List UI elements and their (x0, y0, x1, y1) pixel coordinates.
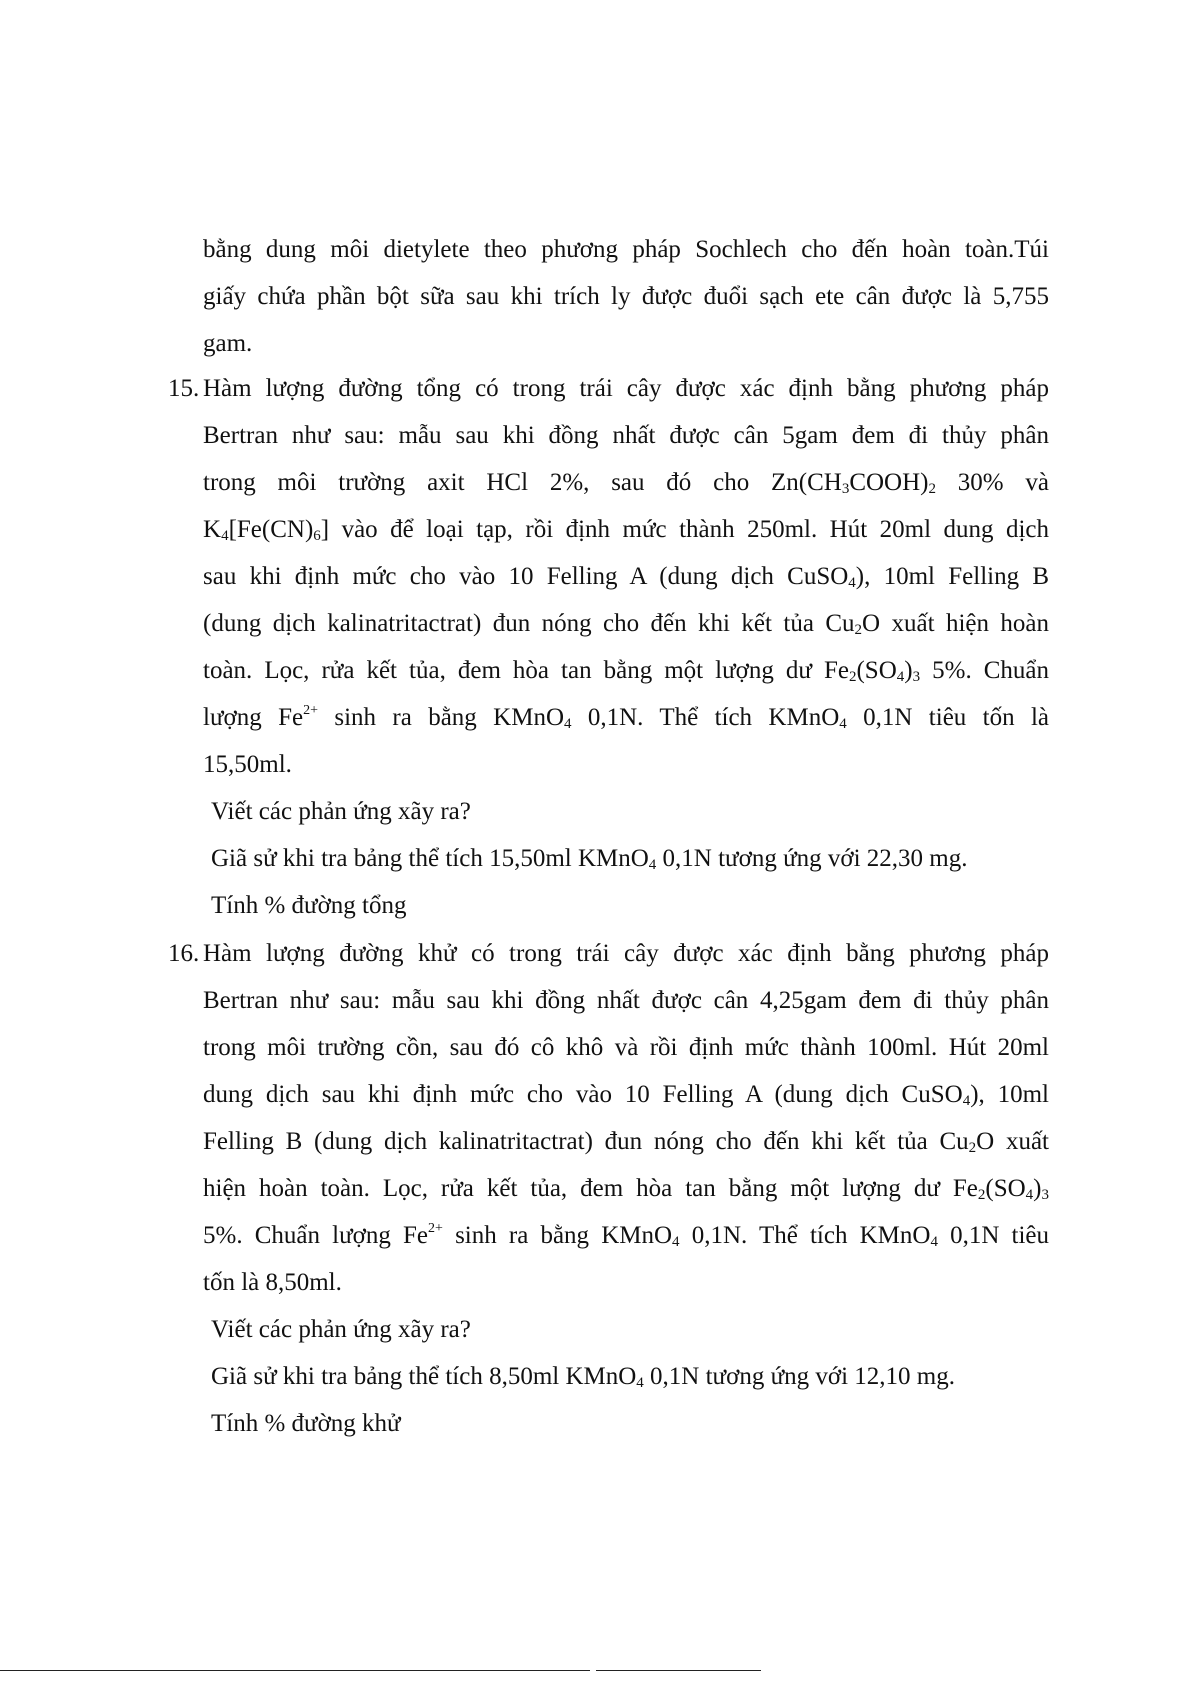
text-line: hiện hoàn toàn. Lọc, rửa kết tủa, đem hòa tan bằng một lượng dư $Fe_2(SO_4)_3$ (203, 1175, 1049, 1203)
text-line: bằng dung môi dietylete theo phương pháp Sochlech cho đến hoàn toàn.Túi (203, 236, 1049, 263)
text-line: giấy chứa phần bột sữa sau khi trích ly được đuổi sạch ete cân được là 5,755 (203, 283, 1049, 310)
continuation-paragraph (203, 226, 1049, 367)
footer-rule-dashed (596, 1670, 761, 1671)
text-line: toàn. Lọc, rửa kết tủa, đem hòa tan bằng một lượng dư $Fe_2(SO_4)_3$ 5%. Chuẩn (203, 657, 1049, 685)
exercise-number: 15. (168, 375, 200, 402)
text-line: Hàm lượng đường khử có trong trái cây được xác định bằng phương pháp (203, 940, 1049, 967)
text-line: Bertran như sau: mẫu sau khi đồng nhất được cân 4,25gam đem đi thủy phân (203, 987, 1049, 1014)
text-line: gam. (203, 330, 253, 357)
text-line: $K_4[Fe(CN)_6]$ vào để loại tạp, rồi định mức thành 250ml. Hút 20ml dung dịch (203, 516, 1049, 544)
text-line: lượng $Fe^{2+}$ sinh ra bằng KMnO$_4$ 0,1N. Thể tích KMnO$_4$ 0,1N tiêu tốn là (203, 703, 1049, 732)
text-line: 5%. Chuẩn lượng $Fe^{2+}$ sinh ra bằng KMnO$_4$ 0,1N. Thể tích KMnO$_4$ 0,1N tiêu (203, 1221, 1049, 1250)
question-line: Viết các phản ứng xãy ra? (211, 1316, 471, 1343)
text-line: tốn là 8,50ml. (203, 1269, 342, 1296)
text-line: trong môi trường cồn, sau đó cô khô và rồi định mức thành 100ml. Hút 20ml (203, 1034, 1049, 1061)
question-line: Giã sử khi tra bảng thể tích 15,50ml KMnO$_4$ 0,1N tương ứng với 22,30 mg. (211, 845, 968, 873)
text-line: sau khi định mức cho vào 10 Felling A (dung dịch CuSO$_4$), 10ml Felling B (203, 563, 1049, 591)
exercise-number: 16. (168, 940, 200, 967)
text-line: Hàm lượng đường tổng có trong trái cây được xác định bằng phương pháp (203, 375, 1049, 402)
text-line: 15,50ml. (203, 751, 292, 778)
question-line: Giã sử khi tra bảng thể tích 8,50ml KMnO$_4$ 0,1N tương ứng với 12,10 mg. (211, 1363, 955, 1391)
question-line: Tính % đường khử (211, 1410, 401, 1437)
footer-rule (0, 1670, 590, 1671)
text-line: (dung dịch kalinatritactrat) đun nóng cho đến khi kết tủa $Cu_2O$ xuất hiện hoàn (203, 610, 1049, 638)
question-line: Viết các phản ứng xãy ra? (211, 798, 471, 825)
text-line: Bertran như sau: mẫu sau khi đồng nhất được cân 5gam đem đi thủy phân (203, 422, 1049, 449)
text-line: trong môi trường axit HCl 2%, sau đó cho $Zn(CH_3COOH)_2$ 30% và (203, 469, 1049, 497)
exercise-15 (168, 365, 1049, 929)
text-line: dung dịch sau khi định mức cho vào 10 Felling A (dung dịch CuSO$_4$), 10ml (203, 1081, 1049, 1109)
exercise-16 (168, 930, 1049, 1447)
text-line: Felling B (dung dịch kalinatritactrat) đun nóng cho đến khi kết tủa $Cu_2O$ xuất (203, 1128, 1049, 1156)
question-line: Tính % đường tổng (211, 892, 407, 919)
